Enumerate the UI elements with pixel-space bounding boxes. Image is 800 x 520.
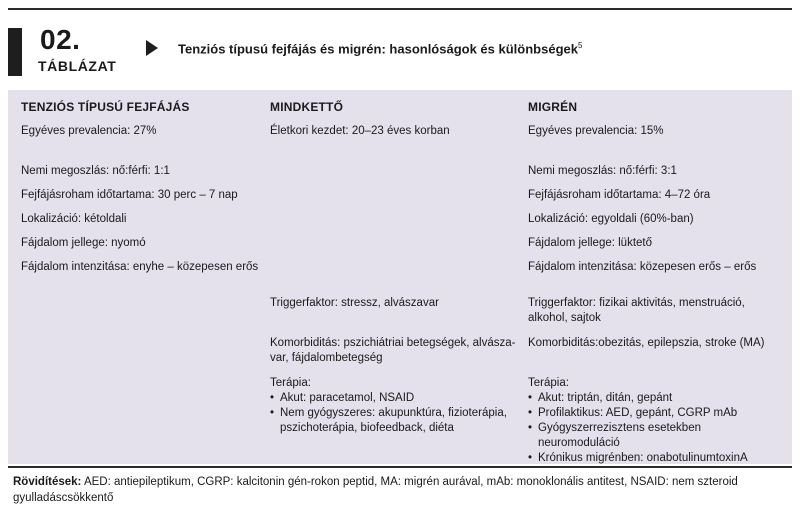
migraine-therapy-list xyxy=(528,391,788,466)
both-comorbidity: Komorbiditás: pszichiátriai betegségek, alvásza-var, fájdalombetegség xyxy=(270,337,516,364)
play-arrow-icon xyxy=(146,40,158,56)
footnote-label: Rövidítések: xyxy=(13,476,82,488)
migraine-character: Fájdalom jellege: lüktető xyxy=(528,237,653,249)
table-label: TÁBLÁZAT xyxy=(38,58,117,74)
list-item: • Krónikus migrénben: onabotulinumtoxinA xyxy=(528,451,788,466)
list-item: • Nem gyógyszeres: akupunktúra, fizioterápia, pszichoterápia, biofeedback, diéta xyxy=(270,406,532,436)
list-item: • Profilaktikus: AED, gepánt, CGRP mAb xyxy=(528,406,788,421)
table-caption xyxy=(178,41,582,56)
badge-bar xyxy=(8,28,22,76)
both-therapy-list xyxy=(270,391,532,436)
list-item: • Akut: paracetamol, NSAID xyxy=(270,391,532,406)
migraine-location: Lokalizáció: egyoldali (60%-ban) xyxy=(528,213,694,225)
migraine-duration: Fejfájásroham időtartama: 4–72 óra xyxy=(528,189,711,201)
migraine-trigger: Triggerfaktor: fizikai aktivitás, menstruáció, alkohol, sajtok xyxy=(528,297,745,324)
bottom-rule xyxy=(8,466,792,468)
migraine-therapy xyxy=(528,376,788,466)
migraine-comorbidity: Komorbiditás:obezitás, epilepszia, stroke (MA) xyxy=(528,337,765,349)
list-item: • Gyógyszerrezisztens esetekben neuromoduláció xyxy=(528,421,738,451)
column-both xyxy=(270,100,532,434)
footnote-text: AED: antiepileptikum, CGRP: kalcitonin gén-rokon peptid, MA: migrén aurával, mAb: monoklonális antitest, NSAID: nem szteroid gyulladáscsökkentő xyxy=(13,476,738,504)
column-heading-migraine: MIGRÉN xyxy=(528,100,578,114)
tension-duration: Fejfájásroham időtartama: 30 perc – 7 nap xyxy=(21,189,238,201)
table-number: 02. xyxy=(40,24,81,55)
comparison-table xyxy=(8,90,792,464)
tension-prevalence: Egyéves prevalencia: 27% xyxy=(21,125,157,137)
abbreviations-footnote xyxy=(13,474,783,506)
column-heading-tension: TENZIÓS TÍPUSÚ FEJFÁJÁS xyxy=(21,100,190,114)
top-rule xyxy=(8,8,792,10)
list-item: • Akut: triptán, ditán, gepánt xyxy=(528,391,788,406)
column-tension-headache xyxy=(21,100,267,273)
tension-location: Lokalizáció: kétoldali xyxy=(21,213,127,225)
table-header xyxy=(8,26,792,82)
migraine-intensity: Fájdalom intenzitása: közepesen erős – erős xyxy=(528,261,757,273)
tension-intensity: Fájdalom intenzitása: enyhe – közepesen erős xyxy=(21,261,259,273)
tension-character: Fájdalom jellege: nyomó xyxy=(21,237,146,249)
both-trigger: Triggerfaktor: stressz, alvászavar xyxy=(270,297,439,309)
migraine-gender: Nemi megoszlás: nő:férfi: 3:1 xyxy=(528,165,677,177)
both-therapy-title: Terápia: xyxy=(270,377,311,389)
tension-gender: Nemi megoszlás: nő:férfi: 1:1 xyxy=(21,165,170,177)
both-therapy xyxy=(270,376,532,436)
caption-text: Tenziós típusú fejfájás és migrén: hasonlóságok és különbségek xyxy=(178,41,578,57)
caption-reference: 5 xyxy=(577,41,583,50)
migraine-therapy-title: Terápia: xyxy=(528,377,569,389)
both-onset: Életkori kezdet: 20–23 éves korban xyxy=(270,125,450,137)
migraine-prevalence: Egyéves prevalencia: 15% xyxy=(528,125,664,137)
column-heading-both: MINDKETTŐ xyxy=(270,100,344,114)
column-migraine xyxy=(528,100,788,464)
